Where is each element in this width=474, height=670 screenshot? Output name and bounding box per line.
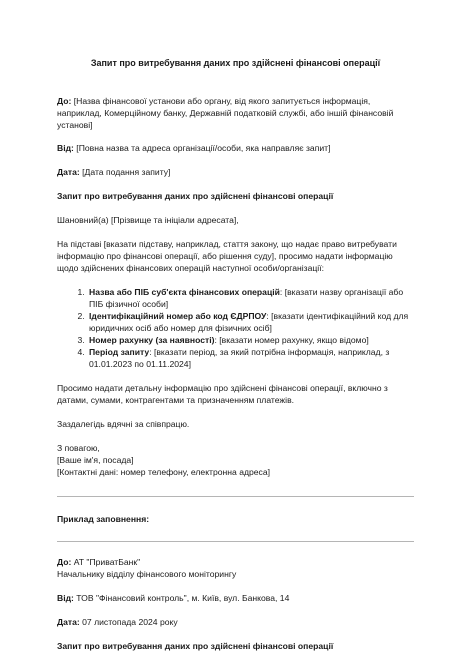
sender-text: [Повна назва та адреса організації/особи, яка направляє запит] bbox=[73, 143, 331, 153]
signer-contact: [Контактні дані: номер телефону, електронна адреса] bbox=[57, 467, 271, 477]
signature-block bbox=[57, 442, 414, 478]
list-item-label: Назва або ПІБ суб'єкта фінансових операцій bbox=[89, 287, 280, 297]
example-sender-field bbox=[57, 592, 414, 604]
example-subject-text: Запит про витребування даних про здійснені фінансові операції bbox=[57, 641, 334, 651]
addressee-field bbox=[57, 95, 414, 131]
example-sender-text: ТОВ "Фінансовий контроль", м. Київ, вул. Банкова, 14 bbox=[73, 593, 290, 603]
list-item-text: : [вказати назву організації або ПІБ фізичної особи] bbox=[89, 287, 404, 309]
document-title: Запит про витребування даних про здійснені фінансові операції bbox=[90, 58, 381, 68]
example-subject-heading bbox=[57, 640, 414, 652]
example-addressee-field bbox=[57, 556, 414, 580]
section-divider bbox=[57, 496, 414, 497]
sender-field bbox=[57, 142, 414, 154]
signer-name: [Ваше ім'я, посада] bbox=[57, 455, 134, 465]
subject-text: Запит про витребування даних про здійснені фінансові операції bbox=[57, 191, 334, 201]
thanks-line: Заздалегідь вдячні за співпрацю. bbox=[57, 419, 190, 429]
subject-heading bbox=[57, 190, 414, 202]
list-item-text: : [вказати номер рахунку, якщо відомо] bbox=[214, 335, 369, 345]
date-label: Дата: bbox=[57, 167, 80, 177]
list-item-label: Номер рахунку (за наявності) bbox=[89, 335, 215, 345]
example-date-label: Дата: bbox=[57, 617, 80, 627]
example-heading-text: Приклад заповнення: bbox=[57, 514, 150, 524]
example-addressee-label: До: bbox=[57, 557, 72, 567]
date-field bbox=[57, 166, 414, 178]
list-item bbox=[87, 310, 414, 334]
list-item bbox=[87, 346, 414, 370]
example-sender-label: Від: bbox=[57, 593, 74, 603]
example-date-field bbox=[57, 616, 414, 628]
addressee-label: До: bbox=[57, 96, 72, 106]
example-addressee-department: Начальнику відділу фінансового моніторингу bbox=[57, 569, 237, 579]
sender-label: Від: bbox=[57, 143, 74, 153]
list-item-label: Період запиту bbox=[89, 347, 150, 357]
list-item bbox=[87, 334, 414, 346]
section-divider bbox=[57, 541, 414, 542]
list-item-text: : [вказати ідентифікаційний код для юридичних осіб або номер для фізичних осіб] bbox=[89, 311, 409, 333]
example-addressee-text: АТ "ПриватБанк" bbox=[71, 557, 141, 567]
request-paragraph: Просимо надати детальну інформацію про здійснені фінансові операції, включно з датами, сумами, контрагентами та призначенням платежів. bbox=[57, 383, 388, 405]
date-text: [Дата подання запиту] bbox=[79, 167, 171, 177]
list-item bbox=[87, 286, 414, 310]
example-date-text: 07 листопада 2024 року bbox=[79, 617, 178, 627]
addressee-text: [Назва фінансової установи або органу, від якого запитується інформація, наприклад, Комерційному банку, Державній податковій службі, або іншій фінансовій установі] bbox=[57, 96, 394, 130]
list-item-label: Ідентифікаційний номер або код ЄДРПОУ bbox=[89, 311, 267, 321]
details-list bbox=[57, 286, 414, 370]
list-item-text: : [вказати період, за який потрібна інформація, наприклад, з 01.01.2023 по 01.11.2024] bbox=[89, 347, 390, 369]
example-heading bbox=[57, 513, 414, 525]
intro-paragraph: На підставі [вказати підставу, наприклад, стаття закону, що надає право витребувати інформацію про фінансові операції, або рішення суду], просимо надати інформацію щодо здійснених фінансових операцій наступної особи/організації: bbox=[57, 239, 397, 273]
example-addressee-line bbox=[57, 556, 414, 568]
greeting: Шановний(а) [Прізвище та ініціали адресата], bbox=[57, 215, 239, 225]
closing-line: З повагою, bbox=[57, 443, 100, 453]
